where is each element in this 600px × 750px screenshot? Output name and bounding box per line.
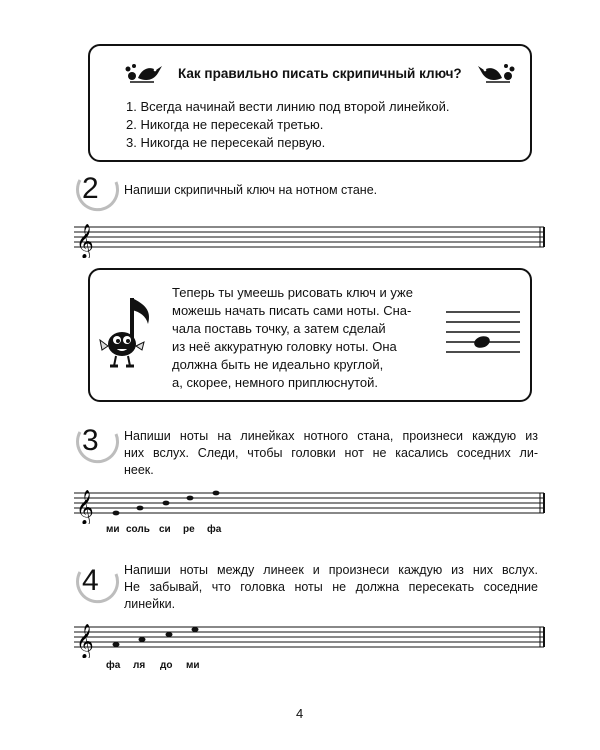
note-name-label: фа	[106, 660, 121, 671]
info-line: чала поставь точку, а затем сделай	[172, 321, 386, 336]
note-head	[137, 506, 144, 511]
note-name-label: ми	[106, 524, 120, 535]
task-2-text: Напиши скрипичный ключ на нотном стане.	[124, 183, 378, 197]
task-3-number: 3	[82, 424, 99, 457]
task-4-text-line: Не забывай, что головка ноты не должна пересекать соседние	[124, 580, 538, 594]
note-head	[213, 491, 220, 496]
task-2-number-badge	[76, 170, 122, 216]
info-line: должна быть не идеально круглой,	[172, 357, 384, 372]
note-name-label: фа	[207, 524, 222, 535]
note-name-label: ре	[183, 524, 195, 535]
staff-task-2[interactable]	[74, 218, 550, 258]
tip-title: Как правильно писать скрипичный ключ?	[178, 66, 462, 81]
note-name-label: до	[160, 660, 173, 671]
task-4-number-badge	[76, 562, 122, 608]
task-3-number-badge	[76, 422, 122, 468]
info-line: Теперь ты умеешь рисовать ключ и уже	[172, 285, 413, 300]
staff-task-3[interactable]	[74, 484, 550, 524]
info-line: из неё аккуратную головку ноты. Она	[172, 339, 397, 354]
note-head	[192, 627, 199, 632]
note-name-label: соль	[126, 524, 150, 535]
tip-rule: 2. Никогда не пересекай третью.	[126, 117, 324, 132]
note-name-label: ми	[186, 660, 200, 671]
note-head	[113, 642, 120, 647]
info-line: а, скорее, немного приплюснутой.	[172, 375, 378, 390]
task-3-text-line: Напиши ноты на линейках нотного стана, произнеси каждую из	[124, 429, 538, 443]
staff-task-4[interactable]	[74, 618, 550, 658]
treble-clef-icon: 𝄞	[76, 624, 94, 658]
task-2-number: 2	[82, 172, 99, 205]
music-note-mascot-icon	[98, 292, 156, 374]
info-line: можешь начать писать сами ноты. Сна-	[172, 303, 412, 318]
note-head	[139, 637, 146, 642]
bird-ornament-icon	[476, 60, 516, 86]
treble-clef-icon: 𝄞	[76, 224, 94, 258]
info-box	[88, 268, 532, 402]
task-3-text-line: них вслух. Следи, чтобы головки нот не касались соседних ли-	[124, 446, 538, 460]
note-head	[166, 632, 173, 637]
task-3-text-line: неек.	[124, 463, 154, 477]
note-head-example	[473, 334, 492, 349]
note-name-label: си	[159, 524, 171, 535]
note-head	[113, 511, 120, 516]
task-4-number: 4	[82, 564, 99, 597]
tip-rule: 3. Никогда не пересекай первую.	[126, 135, 326, 150]
treble-clef-icon: 𝄞	[76, 490, 94, 524]
bird-ornament-icon	[124, 60, 164, 86]
tip-box	[88, 44, 532, 162]
tip-rule: 1. Всегда начинай вести линию под второй линейкой.	[126, 99, 450, 114]
note-name-label: ля	[133, 660, 146, 671]
task-4-text-line: линейки.	[124, 597, 176, 611]
note-head	[163, 501, 170, 506]
note-head	[187, 496, 194, 501]
task-4-text-line: Напиши ноты между линеек и произнеси каждую из них вслух.	[124, 563, 538, 577]
page-number: 4	[296, 706, 304, 721]
note-example-staff	[446, 308, 522, 356]
